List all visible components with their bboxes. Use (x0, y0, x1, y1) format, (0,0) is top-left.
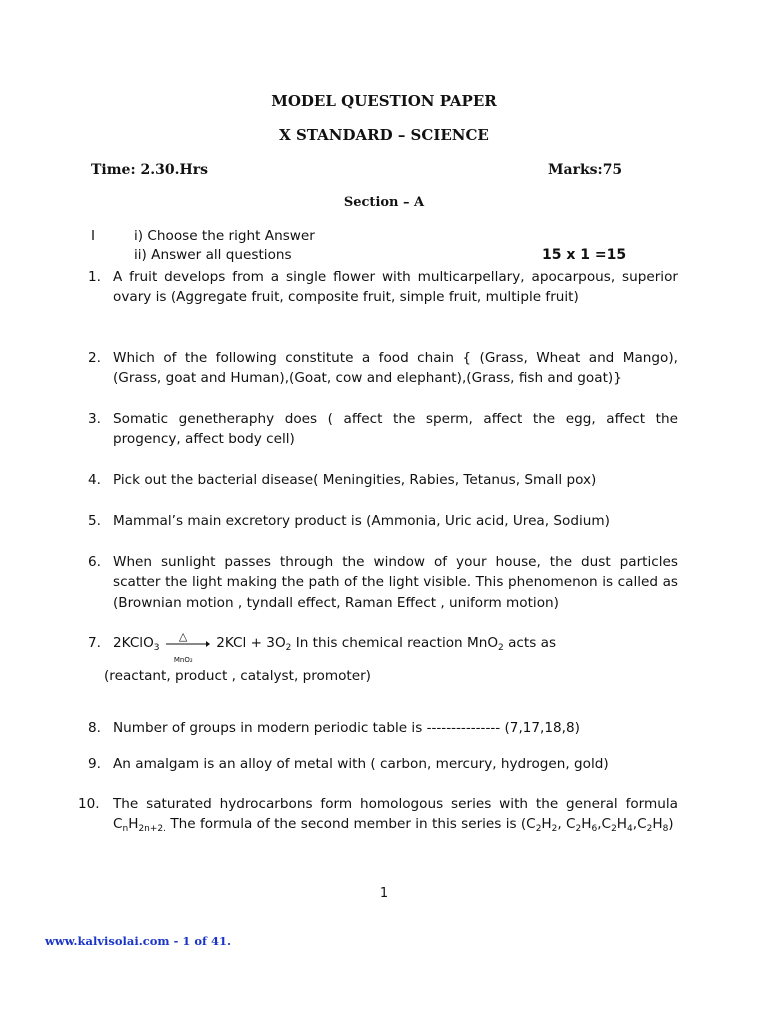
reactant-formula: 2KClO (113, 635, 154, 651)
question-text: When sunlight passes through the window of your house, the dust particles scatter the light making the path of the light visible. This phenomenon is called as (Brownian motion , tyndall effect, Raman Effect , uniform motion) (113, 554, 678, 611)
question-number: 7. (88, 635, 101, 651)
subscript: 2 (498, 643, 504, 653)
question-text: The saturated hydrocarbons form homologous series with the general formula $C_nH_{2n+2.}$ The formula of the second member in this series is ($C_2H_2$, $C_2H_6,C_2H_4,C_2H_8$) (113, 796, 678, 835)
instruction-line-1: i) Choose the right Answer (134, 228, 315, 244)
question-text: Somatic genetheraphy does ( affect the sperm, affect the egg, affect the progency, affect body cell) (113, 411, 678, 448)
question-item (88, 348, 678, 389)
question-number: 2. (88, 350, 101, 366)
section-heading: Section – A (343, 195, 425, 210)
products-formula: 2KCl + 3O (216, 635, 286, 651)
question-number: 4. (88, 472, 101, 488)
footer-link[interactable]: www.kalvisolai.com - 1 of 41. (45, 934, 231, 948)
heat-triangle-icon: △ (178, 630, 188, 643)
question-item (88, 754, 678, 774)
question-text: Pick out the bacterial disease( Meningities, Rabies, Tetanus, Small pox) (113, 472, 597, 488)
instruction-roman: I (91, 228, 96, 244)
question-text (113, 630, 678, 664)
question-text: An amalgam is an alloy of metal with ( carbon, mercury, hydrogen, gold) (113, 756, 609, 772)
right-arrow-icon (166, 641, 210, 647)
question-text: Number of groups in modern periodic table is --------------- (7,17,18,8) (113, 720, 580, 736)
question-text: A fruit develops from a single flower with multicarpellary, apocarpous, superior ovary is (Aggregate fruit, composite fruit, simple fruit, multiple fruit) (113, 269, 678, 306)
question-number: 8. (88, 720, 101, 736)
page-number: 1 (379, 886, 389, 901)
question-number: 1. (88, 269, 101, 285)
reaction-question-text: In this chemical reaction MnO (295, 635, 499, 651)
question-item (88, 267, 678, 308)
question-7-options: (reactant, product , catalyst, promoter) (104, 668, 371, 684)
paper-title: MODEL QUESTION PAPER (271, 92, 497, 110)
reaction-arrow (166, 630, 210, 664)
question-text: Which of the following constitute a food chain { (Grass, Wheat and Mango), (Grass, goat and Human),(Goat, cow and elephant),(Grass, fish and goat)} (113, 350, 678, 387)
question-number: 3. (88, 411, 101, 427)
question-item (78, 794, 678, 835)
question-number: 10. (78, 796, 100, 812)
question-number: 5. (88, 513, 101, 529)
subscript: 3 (153, 643, 160, 653)
question-item (88, 409, 678, 450)
reaction-question-end: acts as (508, 635, 557, 651)
question-text: Mammal’s main excretory product is (Ammonia, Uric acid, Urea, Sodium) (113, 513, 610, 529)
question-item (88, 470, 678, 490)
question-item-reaction (88, 630, 678, 664)
question-number: 9. (88, 756, 101, 772)
question-item (88, 552, 678, 613)
catalyst-label: MnO₂ (173, 656, 193, 664)
question-number: 6. (88, 554, 101, 570)
instruction-score: 15 x 1 =15 (542, 247, 627, 263)
instruction-line-2: ii) Answer all questions (134, 247, 292, 263)
marks-label: Marks:75 (548, 162, 623, 178)
subscript: 2 (285, 643, 292, 653)
question-item (88, 511, 678, 531)
time-label: Time: 2.30.Hrs (91, 162, 208, 178)
paper-subtitle: X STANDARD – SCIENCE (279, 126, 489, 144)
question-item (88, 718, 678, 738)
